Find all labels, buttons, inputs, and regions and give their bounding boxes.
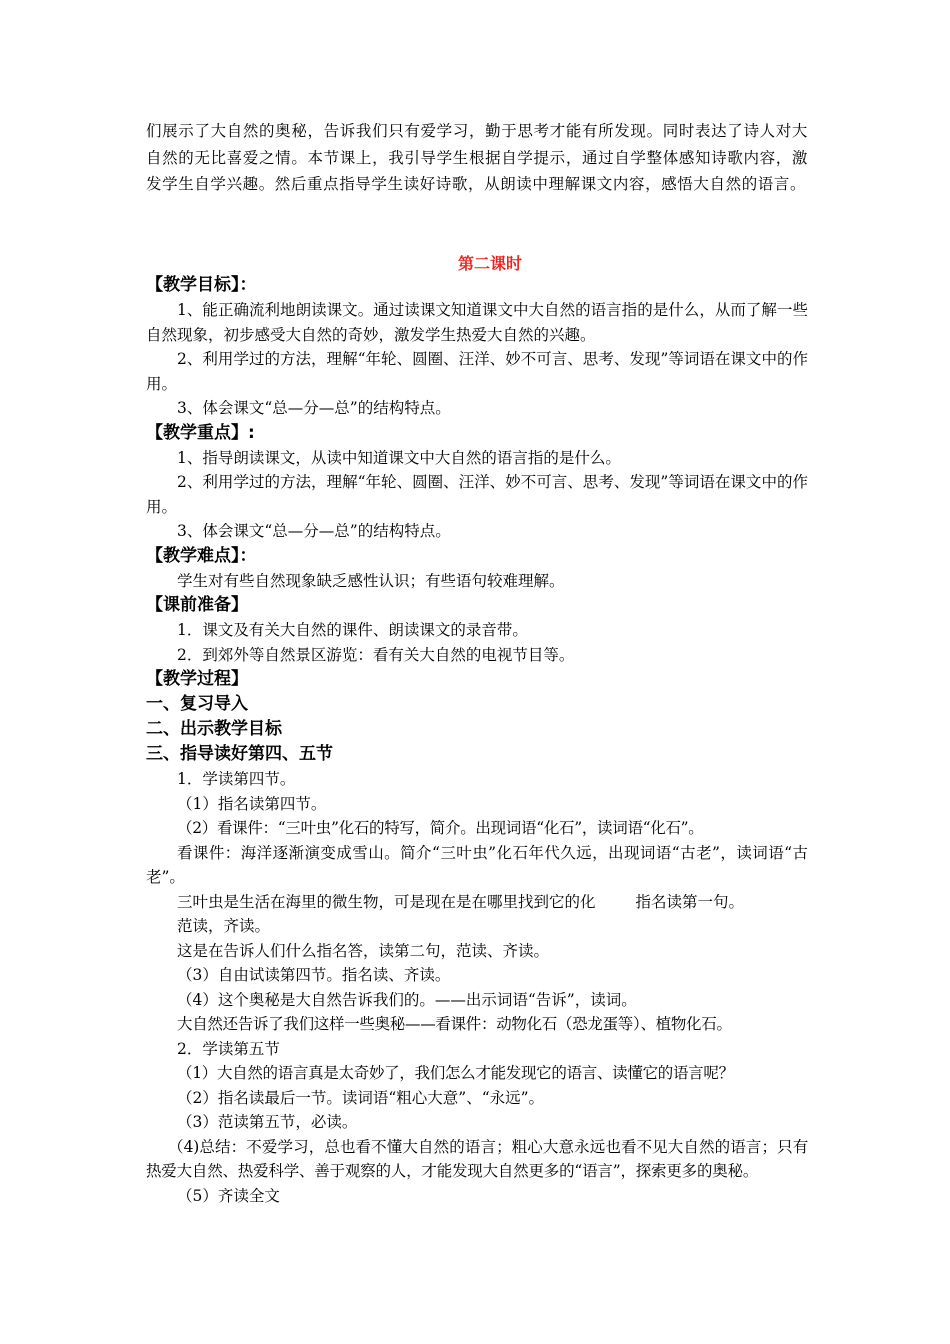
- process-line: （4）这个奥秘是大自然告诉我们的。——出示词语“告诉”，读词。: [177, 990, 637, 1009]
- objectives-heading: 【教学目标】：: [146, 275, 257, 295]
- preparation-item: 2．到郊外等自然景区游览：看有关大自然的电视节目等。: [177, 645, 575, 664]
- objective-item: 1、能正确流利地朗读课文。通过读课文知道课文中大自然的语言指的是什么，从而了解一些自然现象，初步感受大自然的奇妙，激发学生热爱大自然的兴趣。: [146, 301, 808, 344]
- process-step-heading: 二、出示教学目标: [146, 719, 282, 739]
- preparation-item: 1．课文及有关大自然的课件、朗读课文的录音带。: [177, 621, 528, 639]
- preparation-heading: 【课前准备】: [146, 595, 248, 615]
- process-line: （1）大自然的语言真是太奇妙了，我们怎么才能发现它的语言、读懂它的语言呢？: [177, 1064, 734, 1082]
- key-point-item: 1、指导朗读课文，从读中知道课文中大自然的语言指的是什么。: [177, 448, 621, 467]
- process-line-text: 三叶虫是生活在海里的微生物，可是现在是在哪里找到它的化: [177, 892, 596, 911]
- process-step-heading: 三、指导读好第四、五节: [146, 744, 333, 764]
- key-points-heading: 【教学重点】:: [146, 422, 255, 443]
- process-line: 2．学读第五节: [177, 1039, 280, 1058]
- process-line: （2）看课件：“三叶虫”化石的特写，简介。出现词语“化石”，读词语“化石”。: [177, 819, 704, 837]
- key-point-item: 2、利用学过的方法，理解“年轮、圆圈、汪洋、妙不可言、思考、发现”等词语在课文中的作用。: [146, 473, 808, 516]
- difficulties-heading: 【教学难点】：: [146, 545, 257, 566]
- process-line: （5）齐读全文: [177, 1186, 280, 1205]
- process-step-heading: 一、复习导入: [146, 694, 248, 714]
- process-line: （2）指名读最后一节。读词语“粗心大意”、“永远”。: [177, 1088, 545, 1107]
- process-line: （4)总结：不爱学习，总也看不懂大自然的语言；粗心大意永远也看不见大自然的语言；只有热爱大自然、热爱科学、善于观察的人，才能发现大自然更多的“语言”，探索更多的奥秘。: [146, 1137, 808, 1180]
- process-line: （3）范读第五节，必读。: [177, 1113, 358, 1131]
- objective-item: 2、利用学过的方法，理解“年轮、圆圈、汪洋、妙不可言、思考、发现”等词语在课文中的作用。: [146, 350, 808, 393]
- process-line: 这是在告诉人们什么指名答，读第二句，范读、齐读。: [177, 941, 550, 960]
- process-line: 范读，齐读。: [177, 917, 271, 935]
- lesson-plan-body: [146, 273, 808, 1208]
- intro-paragraph: 们展示了大自然的奥秘，告诉我们只有爱学习，勤于思考才能有所发现。同时表达了诗人对大自然的无比喜爱之情。本节课上，我引导学生根据自学提示，通过自学整体感知诗歌内容，激发学生自学兴趣。然后重点指导学生读好诗歌，从朗读中理解课文内容，感悟大自然的语言。: [146, 122, 808, 193]
- objective-item: 3、体会课文“总—分—总”的结构特点。: [177, 399, 451, 417]
- lesson-title: 第二课时: [457, 254, 522, 273]
- process-line: （1）指名读第四节。: [177, 794, 327, 813]
- process-line: （3）自由试读第四节。指名读、齐读。: [177, 966, 451, 984]
- key-point-item: 3、体会课文“总—分—总”的结构特点。: [177, 522, 451, 540]
- difficulty-item: 学生对有些自然现象缺乏感性认识；有些语句较难理解。: [177, 571, 565, 590]
- process-line: 大自然还告诉了我们这样一些奥秘——看课件：动物化石（恐龙蛋等）、植物化石。: [177, 1015, 732, 1033]
- process-line: 1．学读第四节。: [177, 770, 296, 788]
- process-line: [146, 890, 808, 915]
- process-line-text: 指名读第一句。: [635, 892, 745, 911]
- process-heading: 【教学过程】: [146, 669, 248, 689]
- process-line: 看课件：海洋逐渐演变成雪山。简介“三叶虫”化石年代久远，出现词语“古老”，读词语“古老”。: [146, 843, 808, 886]
